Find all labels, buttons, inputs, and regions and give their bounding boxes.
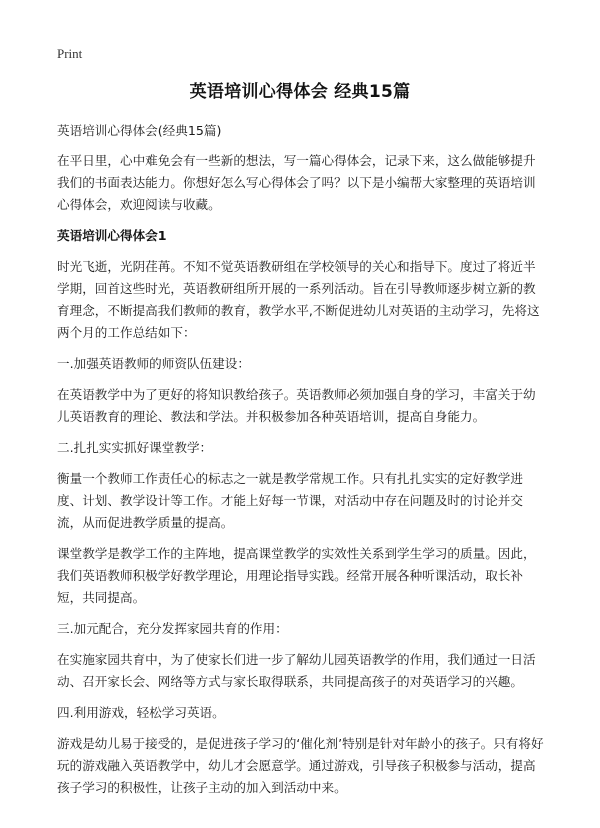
- print-label: Print: [57, 46, 83, 61]
- item-3-paragraph-1: 在实施家园共育中，为了使家长们进一步了解幼儿园英语教学的作用，我们通过一日活动、召开家长会、网络等方式与家长取得联系，共同提高孩子的对英语学习的兴趣。: [57, 652, 536, 689]
- item-heading-2: 二.扎扎实实抓好课堂教学：: [57, 440, 213, 455]
- intro-paragraph: 在平日里，心中难免会有一些新的想法，写一篇心得体会，记录下来，这么做能够提升我们的书面表达能力。你想好怎么写心得体会了吗？以下是小编帮大家整理的英语培训心得体会，欢迎阅读与收藏。: [57, 153, 536, 212]
- item-heading-3: 三.加元配合，充分发挥家园共育的作用：: [57, 621, 288, 636]
- item-heading-1: 一.加强英语教师的师资队伍建设：: [57, 356, 250, 371]
- section-intro-paragraph: 时光飞逝，光阴荏苒。不知不觉英语教研组在学校领导的关心和指导下。度过了将近半学期，回首这些时光，英语教研组所开展的一系列活动。旨在引导教师逐步树立新的教育理念，不断提高我们教师的教育，教学水平,不断促进幼儿对英语的主动学习，先将这两个月的工作总结如下：: [57, 259, 540, 340]
- item-2-paragraph-1: 衡量一个教师工作责任心的标志之一就是教学常规工作。只有扎扎实实的定好教学进度、计划、教学设计等工作。才能上好每一节课，对活动中存在问题及时的讨论并交流，从而促进教学质量的提高。: [57, 471, 523, 530]
- section-heading: 英语培训心得体会1: [57, 228, 167, 243]
- document-body: [57, 120, 547, 808]
- document-title: 英语培训心得体会 经典15篇: [189, 82, 411, 102]
- item-2-paragraph-2: 课堂教学是教学工作的主阵地，提高课堂教学的实效性关系到学生学习的质量。因此，我们英语教师积极学好教学理论，用理论指导实践。经常开展各种听课活动，取长补短，共同提高。: [57, 546, 536, 605]
- item-4-paragraph-1: 游戏是幼儿易于接受的，是促进孩子学习的‘催化剂’特别是针对年龄小的孩子。只有将好玩的游戏融入英语教学中，幼儿才会愿意学。通过游戏，引导孩子积极参与活动，提高孩子学习的积极性，让孩子主动的加入到活动中来。: [57, 736, 544, 795]
- item-1-paragraph-1: 在英语教学中为了更好的将知识教给孩子。英语教师必须加强自身的学习，丰富关于幼儿英语教育的理论、教法和学法。并积极参加各种英语培训，提高自身能力。: [57, 387, 536, 424]
- item-heading-4: 四.利用游戏，轻松学习英语。: [57, 705, 225, 720]
- document-subtitle: 英语培训心得体会(经典15篇): [57, 123, 222, 138]
